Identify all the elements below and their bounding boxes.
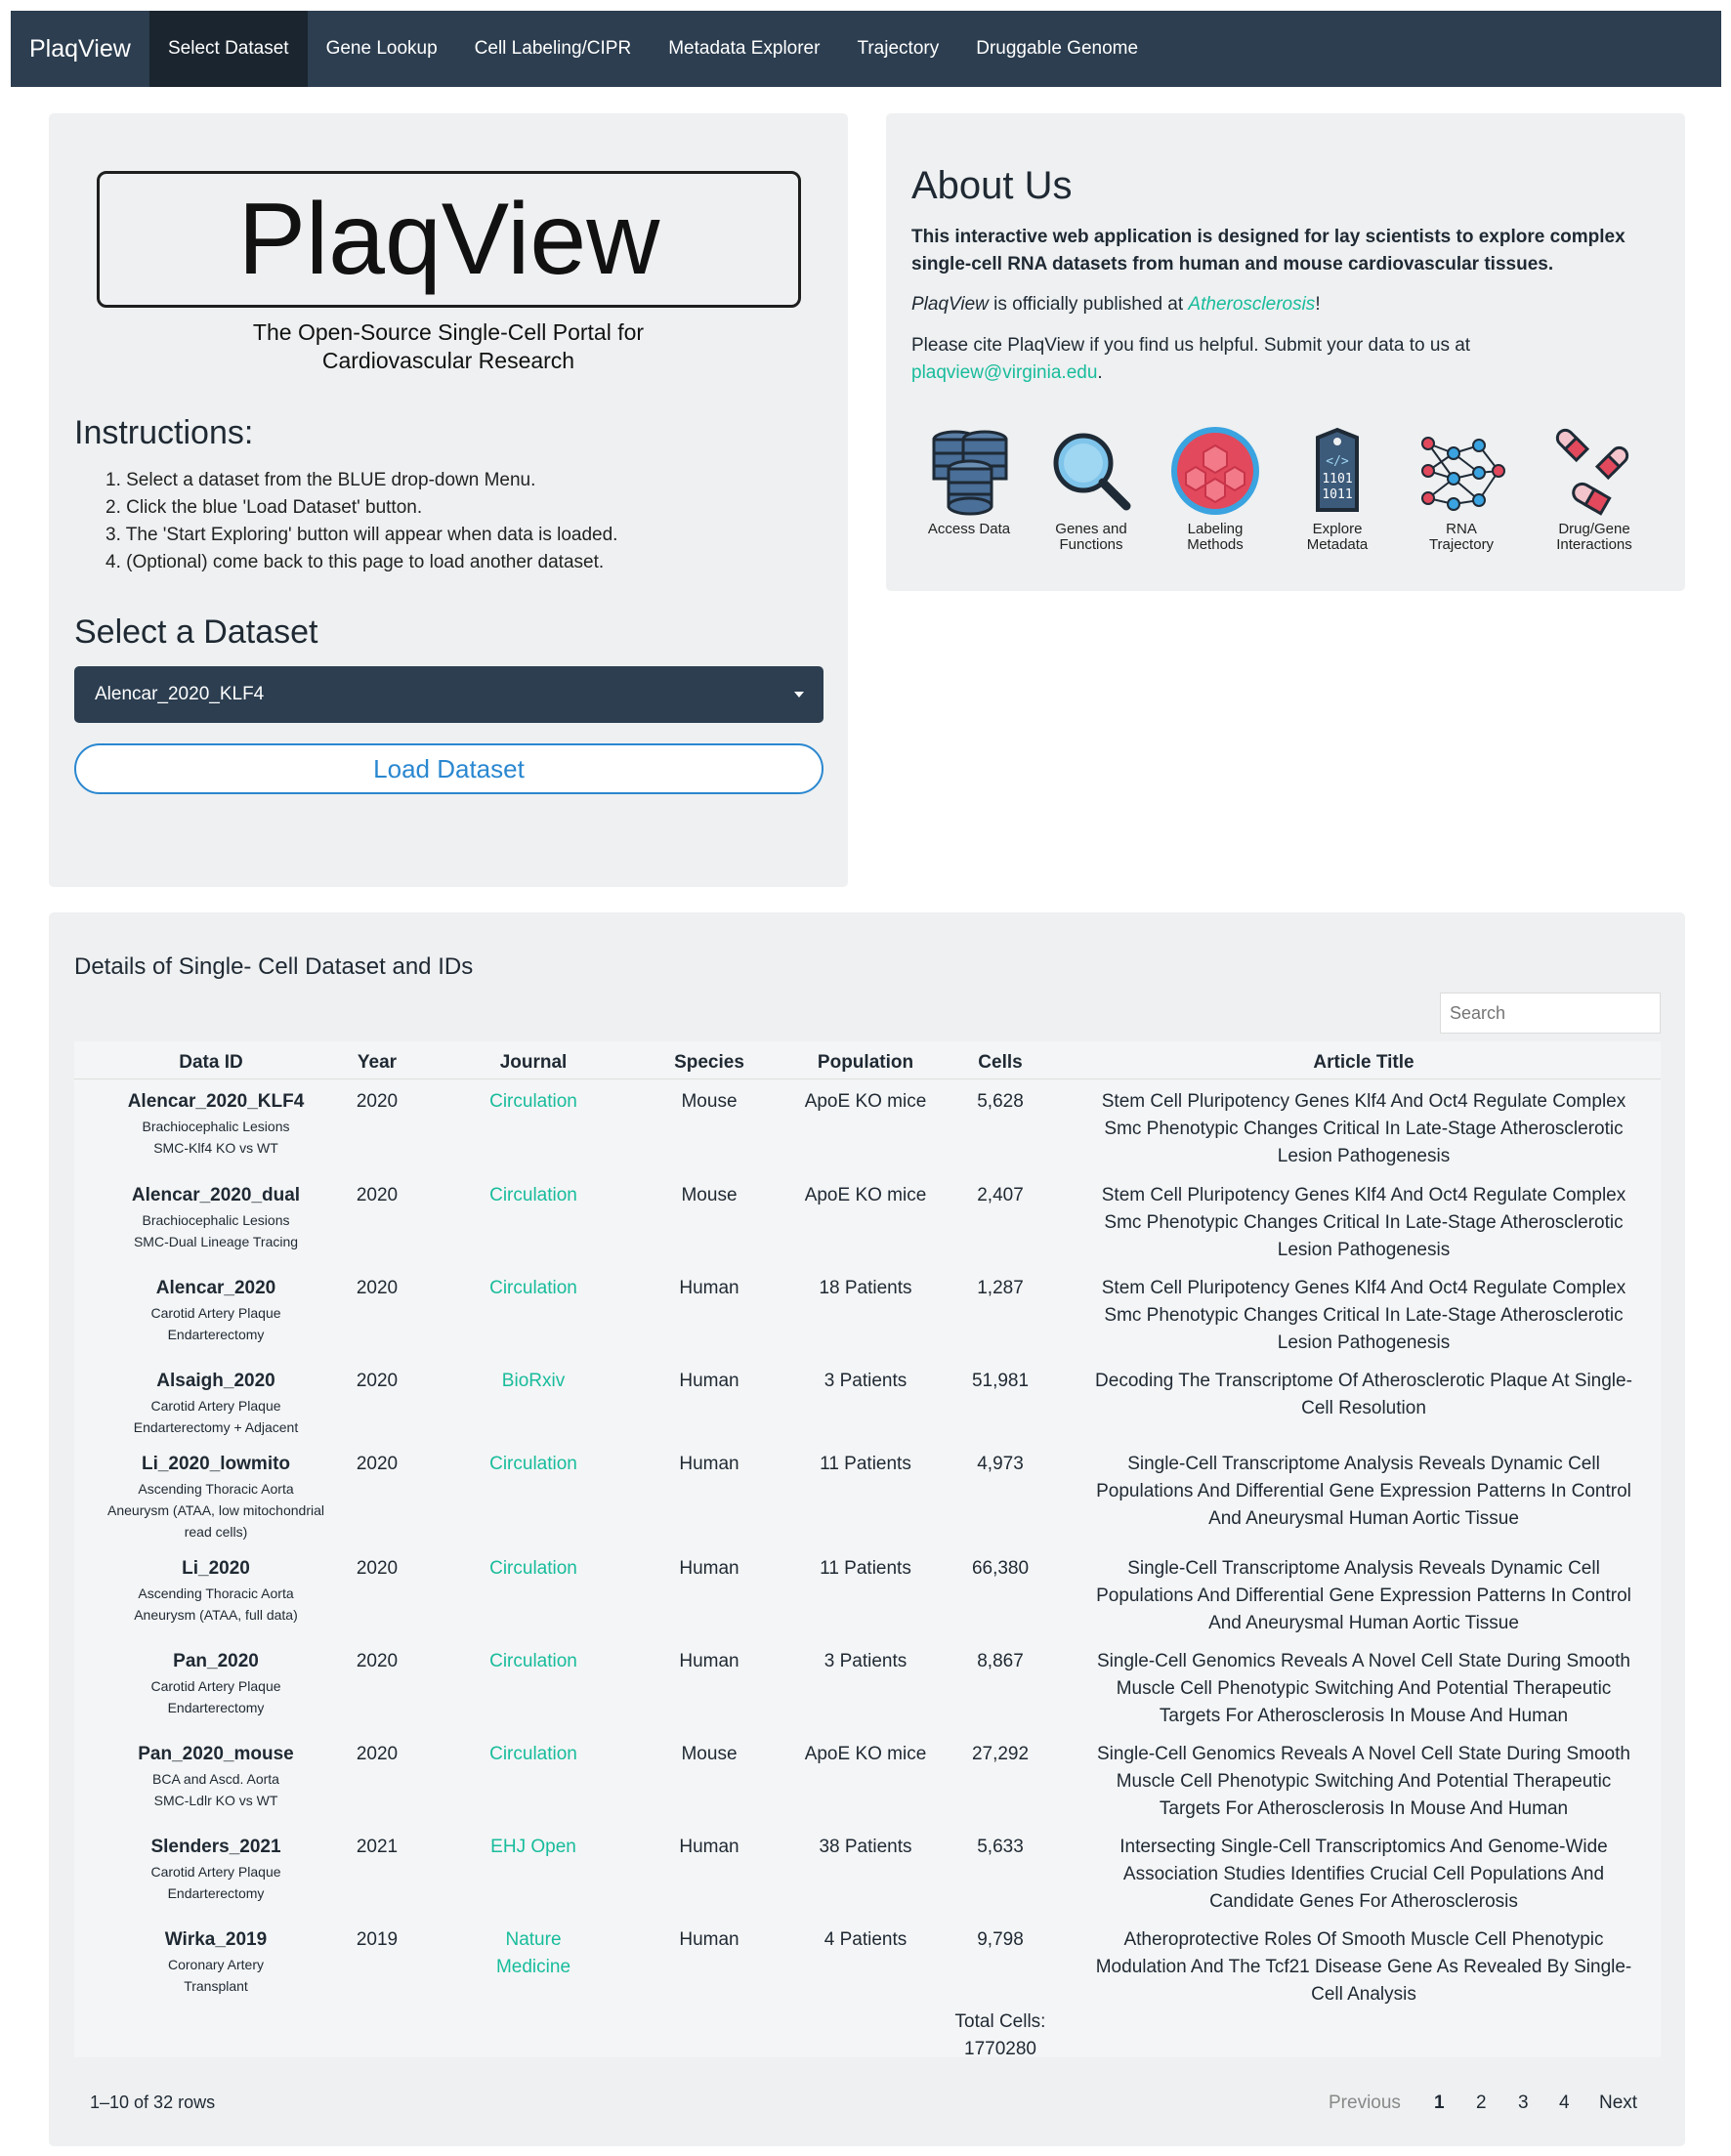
article-title-line: And Aneurysmal Human Aortic Tissue	[1208, 1613, 1519, 1633]
cell-species	[660, 1275, 758, 1302]
article-title-line: Smc Phenotypic Changes Critical In Late-Stage Atherosclerotic	[1104, 1305, 1624, 1326]
data-id-description: Brachiocephalic Lesions	[142, 1119, 290, 1134]
nav-druggable-genome[interactable]: Druggable Genome	[976, 38, 1139, 59]
cell-cells	[942, 1368, 1059, 1395]
population-value: 4 Patients	[823, 1929, 908, 1950]
cell-cells	[942, 1834, 1059, 1861]
journal-link[interactable]: Nature	[505, 1929, 562, 1950]
cells-value: 5,628	[977, 1091, 1024, 1112]
feature-label-line-1: Drug/Gene	[1558, 521, 1630, 537]
cell-article-title	[1080, 1926, 1647, 2008]
article-title-line: Association Studies Identifies Crucial Cell Populations And	[1122, 1864, 1605, 1884]
cell-journal[interactable]	[455, 1451, 612, 1478]
species-value: Mouse	[681, 1091, 738, 1112]
year-value: 2020	[356, 1744, 399, 1764]
species-value: Human	[679, 1558, 739, 1579]
population-value: 11 Patients	[820, 1454, 911, 1474]
plaqview-logo: PlaqView	[97, 171, 801, 308]
nav-metadata-explorer[interactable]: Metadata Explorer	[668, 38, 821, 59]
total-cells-value: 1770280	[964, 2039, 1036, 2059]
load-dataset-button[interactable]: Load Dataset	[74, 743, 823, 794]
cell-species	[660, 1368, 758, 1395]
cell-article-title	[1080, 1275, 1647, 1357]
cell-population	[778, 1834, 953, 1861]
data-id-name: Slenders_2021	[150, 1837, 281, 1857]
journal-link[interactable]: Circulation	[489, 1558, 577, 1579]
cell-year	[328, 1741, 426, 1768]
cell-article-title	[1080, 1088, 1647, 1170]
cell-year	[328, 1834, 426, 1861]
cell-cells	[942, 1555, 1059, 1583]
cell-year	[328, 1451, 426, 1478]
pagination-previous[interactable]: Previous	[1329, 2093, 1401, 2113]
population-value: ApoE KO mice	[804, 1091, 927, 1112]
pub-end-text: !	[1315, 294, 1321, 315]
feature-label	[1028, 522, 1155, 553]
cell-data-id	[94, 1088, 338, 1159]
article-title-line: Cell Analysis	[1311, 1984, 1416, 2005]
brand-logo[interactable]: PlaqView	[29, 34, 131, 63]
feature-label-line-1: Explore	[1312, 521, 1363, 537]
feature-label	[1152, 522, 1279, 553]
cell-species	[660, 1648, 758, 1675]
cell-cells	[942, 1088, 1059, 1116]
cells-value: 27,292	[971, 1744, 1030, 1764]
data-id-description: Endarterectomy	[167, 1327, 265, 1342]
pub-middle-text: is officially published at	[988, 294, 1189, 315]
cells-value: 51,981	[971, 1371, 1030, 1391]
journal-link[interactable]: EHJ Open	[490, 1837, 576, 1857]
journal-link[interactable]: Circulation	[489, 1454, 577, 1474]
tagline-line-2: Cardiovascular Research	[321, 348, 575, 373]
journal-link[interactable]: Circulation	[489, 1091, 577, 1112]
year-value: 2020	[356, 1371, 399, 1391]
year-value: 2020	[356, 1454, 399, 1474]
cell-data-id	[94, 1555, 338, 1626]
feature-rna-trajectory	[1398, 424, 1525, 553]
journal-link[interactable]: BioRxiv	[501, 1371, 566, 1391]
cell-species	[660, 1555, 758, 1583]
year-value: 2021	[356, 1837, 399, 1857]
dataset-select-value: Alencar_2020_KLF4	[95, 684, 265, 704]
article-title-line: Cell Resolution	[1301, 1398, 1426, 1418]
feature-drug-gene	[1531, 424, 1658, 553]
article-title-line: Stem Cell Pluripotency Genes Klf4 And Oct4 Regulate Complex	[1101, 1278, 1626, 1298]
cell-data-id	[94, 1648, 338, 1718]
col-journal[interactable]: Journal	[499, 1052, 568, 1073]
network-icon	[1414, 424, 1508, 518]
species-value: Human	[679, 1371, 739, 1391]
cell-article-title	[1080, 1368, 1647, 1422]
cell-year	[328, 1555, 426, 1583]
article-title-line: Single-Cell Genomics Reveals A Novel Cell State During Smooth	[1097, 1744, 1630, 1764]
data-id-name: Li_2020	[182, 1558, 250, 1579]
article-title-line: Single-Cell Transcriptome Analysis Reveals Dynamic Cell	[1127, 1558, 1600, 1579]
population-value: 38 Patients	[819, 1837, 912, 1857]
cell-journal[interactable]	[455, 1834, 612, 1861]
cell-journal[interactable]	[455, 1648, 612, 1675]
journal-link[interactable]: Circulation	[489, 1185, 577, 1205]
cell-population	[778, 1451, 953, 1478]
tagline	[49, 318, 848, 375]
article-title-line: Intersecting Single-Cell Transcriptomics And Genome-Wide	[1119, 1837, 1608, 1857]
journal-link[interactable]: Circulation	[489, 1744, 577, 1764]
svg-text:1101: 1101	[1322, 472, 1353, 486]
dataset-table-panel	[49, 912, 1685, 2146]
feature-label-line-2: Trajectory	[1428, 536, 1495, 553]
data-id-name: Li_2020_lowmito	[141, 1454, 291, 1474]
about-panel	[886, 113, 1685, 591]
article-title-line: Targets For Atherosclerosis In Mouse And Human	[1159, 1798, 1569, 1819]
cell-journal[interactable]	[455, 1926, 612, 1981]
species-value: Human	[679, 1278, 739, 1298]
cell-species	[660, 1088, 758, 1116]
pagination-page-2[interactable]: 2	[1476, 2093, 1487, 2113]
data-id-name: Pan_2020	[173, 1651, 259, 1671]
feature-label-line-1: RNA	[1446, 521, 1477, 537]
cell-data-id	[94, 1741, 338, 1811]
cells-value: 2,407	[977, 1185, 1024, 1205]
about-description: This interactive web application is designed for lay scientists to explore complex single-cell RNA datasets from human and mouse cardiovascular tissues.	[911, 227, 1625, 275]
data-id-description: Transplant	[184, 1978, 248, 1994]
cell-journal[interactable]	[455, 1368, 612, 1395]
cell-population	[778, 1275, 953, 1302]
data-id-description: Brachiocephalic Lesions	[142, 1212, 290, 1228]
data-id-description: Endarterectomy	[167, 1885, 265, 1901]
article-title-line: Lesion Pathogenesis	[1277, 1146, 1451, 1166]
col-year[interactable]: Year	[357, 1052, 398, 1073]
cell-journal[interactable]	[455, 1088, 612, 1116]
dataset-table	[74, 1041, 1661, 2057]
email-link[interactable]: plaqview@virginia.edu	[911, 362, 1098, 383]
cell-population	[778, 1182, 953, 1209]
data-id-description: Ascending Thoracic Aorta	[138, 1585, 294, 1601]
feature-label-line-2: Interactions	[1556, 536, 1632, 553]
cite-end-text: .	[1097, 362, 1103, 383]
table-header	[74, 1041, 1661, 1079]
cell-data-id	[94, 1926, 338, 1997]
article-title-line: Lesion Pathogenesis	[1277, 1240, 1451, 1260]
article-title-line: Targets For Atherosclerosis In Mouse And Human	[1159, 1706, 1569, 1726]
total-cells	[932, 2008, 1069, 2063]
magnifier-icon	[1044, 424, 1138, 518]
col-article-title[interactable]: Article Title	[1313, 1052, 1414, 1073]
pagination-next[interactable]: Next	[1599, 2093, 1638, 2113]
population-value: ApoE KO mice	[804, 1185, 927, 1205]
pills-icon	[1547, 424, 1641, 518]
instruction-item: 4. (Optional) come back to this page to load another dataset.	[106, 552, 605, 572]
species-value: Human	[679, 1454, 739, 1474]
data-id-description: BCA and Ascd. Aorta	[152, 1771, 279, 1787]
data-id-name: Alencar_2020_KLF4	[127, 1091, 305, 1112]
article-title-line: Muscle Cell Phenotypic Switching And Potential Therapeutic	[1116, 1678, 1612, 1699]
feature-label-line-1: Labeling	[1187, 521, 1244, 537]
cell-cells	[942, 1926, 1059, 1954]
feature-genes-functions	[1028, 424, 1155, 553]
article-title-line: Single-Cell Genomics Reveals A Novel Cell State During Smooth	[1097, 1651, 1630, 1671]
population-value: 3 Patients	[823, 1371, 908, 1391]
cell-data-id	[94, 1275, 338, 1345]
data-id-description: SMC-Ldlr KO vs WT	[153, 1793, 278, 1808]
year-value: 2020	[356, 1185, 399, 1205]
article-title-line: Stem Cell Pluripotency Genes Klf4 And Oct4 Regulate Complex	[1101, 1091, 1626, 1112]
cells-value: 5,633	[977, 1837, 1024, 1857]
species-value: Human	[679, 1837, 739, 1857]
feature-label-line-2: Metadata	[1306, 536, 1369, 553]
cell-year	[328, 1088, 426, 1116]
article-title-line: Atheroprotective Roles Of Smooth Muscle Cell Phenotypic	[1123, 1929, 1604, 1950]
database-icon	[922, 424, 1016, 518]
col-species[interactable]: Species	[674, 1052, 744, 1073]
cell-cells	[942, 1275, 1059, 1302]
cells-value: 9,798	[977, 1929, 1024, 1950]
feature-label: Access Data	[927, 521, 1011, 537]
cell-species	[660, 1741, 758, 1768]
cell-population	[778, 1555, 953, 1583]
cell-population	[778, 1926, 953, 1954]
cell-cells	[942, 1648, 1059, 1675]
feature-explore-metadata	[1274, 424, 1401, 553]
data-id-description: Carotid Artery Plaque	[150, 1678, 281, 1694]
cell-article-title	[1080, 1451, 1647, 1533]
data-id-description: Carotid Artery Plaque	[150, 1864, 281, 1880]
data-id-description: Endarterectomy + Adjacent	[133, 1419, 299, 1435]
instructions-title: Instructions:	[74, 414, 254, 451]
cell-data-id	[94, 1368, 338, 1438]
pagination-page-4[interactable]: 4	[1559, 2093, 1570, 2113]
data-id-description: Aneurysm (ATAA, low mitochondrial	[107, 1502, 324, 1518]
col-cells[interactable]: Cells	[978, 1052, 1023, 1073]
article-title-line: Stem Cell Pluripotency Genes Klf4 And Oct4 Regulate Complex	[1101, 1185, 1626, 1205]
publication-note	[911, 291, 1321, 318]
cells-value: 4,973	[977, 1454, 1024, 1474]
data-id-description: Coronary Artery	[167, 1957, 265, 1972]
article-title-line: Populations And Differential Gene Expression Patterns In Control	[1096, 1585, 1631, 1606]
cell-journal[interactable]	[455, 1182, 612, 1209]
cell-journal[interactable]	[455, 1741, 612, 1768]
cell-population	[778, 1648, 953, 1675]
data-id-name: Wirka_2019	[164, 1929, 268, 1950]
species-value: Human	[679, 1929, 739, 1950]
population-value: 11 Patients	[820, 1558, 911, 1579]
feature-label-line-2: Functions	[1059, 536, 1123, 553]
year-value: 2020	[356, 1278, 399, 1298]
data-id-description: Aneurysm (ATAA, full data)	[134, 1607, 298, 1623]
col-population[interactable]: Population	[817, 1052, 914, 1073]
cells-value: 1,287	[977, 1278, 1024, 1298]
data-id-name: Pan_2020_mouse	[138, 1744, 294, 1764]
data-id-description: Endarterectomy	[167, 1700, 265, 1715]
cell-year	[328, 1648, 426, 1675]
year-value: 2019	[356, 1929, 399, 1950]
data-id-name: Alencar_2020_dual	[131, 1185, 301, 1205]
article-title-line: Populations And Differential Gene Expression Patterns In Control	[1096, 1481, 1631, 1501]
cell-cells	[942, 1182, 1059, 1209]
cell-population	[778, 1741, 953, 1768]
species-value: Human	[679, 1651, 739, 1671]
article-title-line: Decoding The Transcriptome Of Atherosclerotic Plaque At Single-	[1095, 1371, 1632, 1391]
tagline-line-1: The Open-Source Single-Cell Portal for	[252, 319, 645, 345]
population-value: 18 Patients	[819, 1278, 912, 1298]
cell-data-id	[94, 1182, 338, 1252]
dataset-select[interactable]	[74, 666, 823, 723]
article-title-line: Smc Phenotypic Changes Critical In Late-Stage Atherosclerotic	[1104, 1212, 1624, 1233]
cells-value: 66,380	[971, 1558, 1030, 1579]
cell-year	[328, 1926, 426, 1954]
cell-data-id	[94, 1834, 338, 1904]
cell-species	[660, 1451, 758, 1478]
feature-label	[1274, 522, 1401, 553]
nav-select-dataset[interactable]: Select Dataset	[149, 11, 308, 87]
year-value: 2020	[356, 1651, 399, 1671]
col-data-id[interactable]: Data ID	[179, 1052, 243, 1073]
feature-label	[1531, 522, 1658, 553]
select-dataset-title: Select a Dataset	[74, 613, 318, 651]
svg-text:</>: </>	[1326, 454, 1349, 469]
journal-link[interactable]: Atherosclerosis	[1188, 294, 1316, 315]
feature-label-line-1: Genes and	[1055, 521, 1127, 537]
data-id-description: Carotid Artery Plaque	[150, 1398, 281, 1414]
journal-link[interactable]: Circulation	[489, 1278, 577, 1298]
rows-info: 1–10 of 32 rows	[90, 2093, 216, 2112]
cell-species	[660, 1182, 758, 1209]
cite-note	[911, 332, 1664, 387]
pagination-page-3[interactable]: 3	[1518, 2093, 1529, 2113]
cell-species	[660, 1834, 758, 1861]
instructions-list	[106, 467, 617, 576]
data-id-name: Alencar_2020	[155, 1278, 276, 1298]
cell-article-title	[1080, 1182, 1647, 1264]
cells-value: 8,867	[977, 1651, 1024, 1671]
cell-year	[328, 1182, 426, 1209]
cell-data-id	[94, 1451, 338, 1543]
article-title-line: Candidate Genes For Atherosclerosis	[1209, 1891, 1518, 1912]
cell-species	[660, 1926, 758, 1954]
nav-trajectory[interactable]: Trajectory	[857, 38, 940, 59]
binary-tag-icon	[1290, 424, 1384, 518]
about-title: About Us	[911, 164, 1073, 207]
population-value: ApoE KO mice	[804, 1744, 927, 1764]
instruction-item: 1. Select a dataset from the BLUE drop-down Menu.	[106, 470, 536, 490]
article-title-line: Modulation And The Tcf21 Disease Gene As Revealed By Single-	[1095, 1957, 1632, 1977]
species-value: Mouse	[681, 1185, 738, 1205]
instruction-item: 3. The 'Start Exploring' button will appear when data is loaded.	[106, 525, 618, 545]
cell-cells	[942, 1741, 1059, 1768]
article-title-line: Smc Phenotypic Changes Critical In Late-Stage Atherosclerotic	[1104, 1119, 1624, 1139]
feature-label	[1398, 522, 1525, 553]
dataset-panel	[49, 113, 848, 887]
year-value: 2020	[356, 1091, 399, 1112]
cell-article-title	[1080, 1741, 1647, 1823]
svg-text:1011: 1011	[1322, 487, 1353, 502]
nav-gene-lookup[interactable]: Gene Lookup	[325, 38, 438, 59]
cell-journal[interactable]	[455, 1555, 612, 1583]
data-id-description: Carotid Artery Plaque	[150, 1305, 281, 1321]
data-id-description: SMC-Dual Lineage Tracing	[133, 1234, 299, 1249]
population-value: 3 Patients	[823, 1651, 908, 1671]
feature-label-line-2: Methods	[1187, 536, 1244, 553]
pagination-page-1[interactable]: 1	[1434, 2093, 1445, 2113]
species-value: Mouse	[681, 1744, 738, 1764]
cell-journal[interactable]	[455, 1275, 612, 1302]
cell-cells	[942, 1451, 1059, 1478]
cell-article-title	[1080, 1834, 1647, 1916]
feature-access-data	[906, 424, 1033, 537]
cell-year	[328, 1368, 426, 1395]
table-search-input[interactable]	[1440, 993, 1661, 1034]
total-cells-label: Total Cells:	[954, 2011, 1046, 2032]
cell-population	[778, 1368, 953, 1395]
navbar	[11, 11, 1721, 87]
data-id-description: read cells)	[184, 1524, 248, 1540]
data-id-description: SMC-Klf4 KO vs WT	[153, 1140, 278, 1156]
data-id-name: Alsaigh_2020	[156, 1371, 275, 1391]
cell-article-title	[1080, 1555, 1647, 1637]
article-title-line: And Aneurysmal Human Aortic Tissue	[1208, 1508, 1519, 1529]
article-title-line: Single-Cell Transcriptome Analysis Reveals Dynamic Cell	[1127, 1454, 1600, 1474]
caret-down-icon	[794, 692, 804, 698]
journal-link[interactable]: Circulation	[489, 1651, 577, 1671]
journal-link[interactable]: Medicine	[495, 1957, 571, 1977]
cite-text: Please cite PlaqView if you find us helpful. Submit your data to us at	[911, 335, 1471, 356]
article-title-line: Lesion Pathogenesis	[1277, 1332, 1451, 1353]
cell-article-title	[1080, 1648, 1647, 1730]
cell-year	[328, 1275, 426, 1302]
pub-app-name: PlaqView	[911, 294, 989, 315]
cells-icon	[1168, 424, 1262, 518]
year-value: 2020	[356, 1558, 399, 1579]
article-title-line: Muscle Cell Phenotypic Switching And Potential Therapeutic	[1116, 1771, 1612, 1792]
data-id-description: Ascending Thoracic Aorta	[138, 1481, 294, 1497]
feature-labeling-methods	[1152, 424, 1279, 553]
table-heading: Details of Single- Cell Dataset and IDs	[74, 953, 474, 980]
nav-cell-labeling[interactable]: Cell Labeling/CIPR	[474, 38, 632, 59]
instruction-item: 2. Click the blue 'Load Dataset' button.	[106, 497, 423, 518]
cell-population	[778, 1088, 953, 1116]
